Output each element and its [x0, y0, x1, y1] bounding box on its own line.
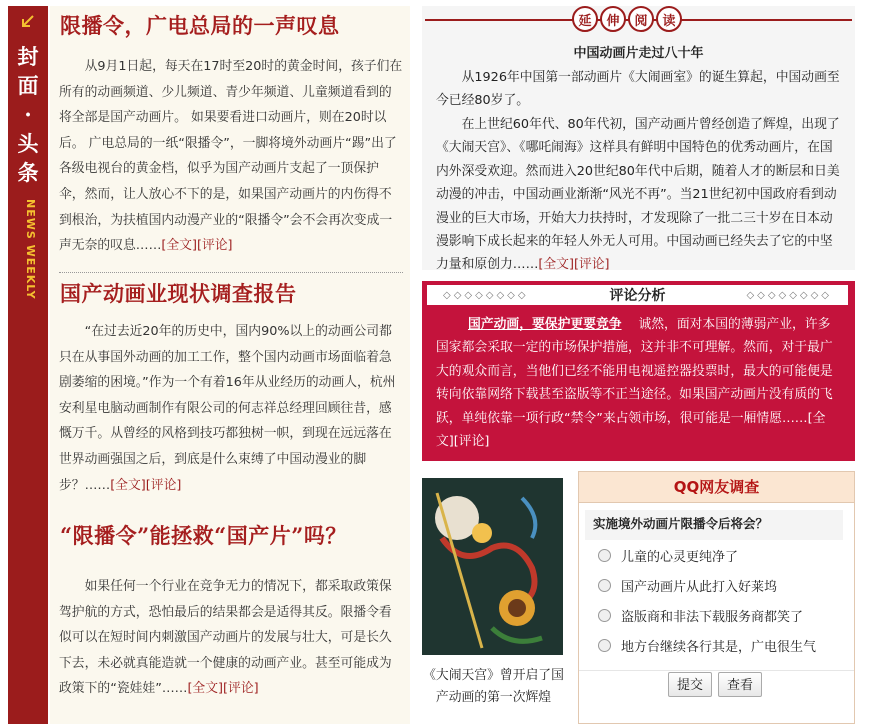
- survey-option[interactable]: 儿童的心灵更纯净了: [598, 546, 738, 565]
- radio-button[interactable]: [598, 639, 611, 652]
- commentary-body: 国产动画，要保护更要竞争 诚然，面对本国的薄弱产业，许多国家都会采取一定的市场保护措施，这并非不可理解。然而，对于最广大的观众而言，当他们已经不能用电视遥控器投票时，最大的可能便是转向依靠网络下载甚至盗版等不正当途径。如果国产动画片没有质的飞跃，单纯依靠一项行政“禁令”来占领市场，很可能是一厢情愿……[全文][评论]: [436, 317, 833, 450]
- survey-button-bar: [579, 670, 854, 671]
- diamond-decoration: ◇◇◇◇◇◇◇◇: [746, 289, 832, 301]
- survey-option[interactable]: 地方台继续各行其是，广电很生气: [598, 636, 816, 655]
- article-3-comment-link[interactable]: [评论]: [223, 681, 259, 697]
- article-2-full-link[interactable]: [全文]: [110, 477, 146, 493]
- article-2-title[interactable]: 国产动画业现状调查报告: [60, 281, 297, 306]
- extended-para-1: 从1926年中国第一部动画片《大闹画室》的诞生算起，中国动画至今已经80岁了。: [436, 70, 840, 109]
- banner-cn-title: 封 面 · 头 条: [17, 44, 39, 185]
- commentary-panel: [422, 281, 855, 461]
- commentary-comment-link[interactable]: [评论]: [453, 434, 490, 450]
- extended-subtitle: 中国动画片走过八十年: [573, 46, 704, 61]
- heading-char: 伸: [600, 6, 626, 32]
- heading-char: 阅: [628, 6, 654, 32]
- article-2-body: “在过去近20年的历史中，国内90%以上的动画公司都只在从事国外动画的加工工作，整个国内动画市场面临着急剧萎缩的困境。”作为一个有着16年从业经历的动画人，杭州安利星电脑动画制作有限公司的何志祥总经理回顾往昔，感慨万千。从曾经的风格到技巧都独树一帜，到现在远远落在世界动画强国之后，到底是什么束缚了中国动漫业的脚步？……[全文][评论]: [59, 324, 396, 493]
- extended-para-2: 在上世纪60年代、80年代初，国产动画片曾经创造了辉煌，出现了《大闹天宫》、《哪吒闹海》这样具有鲜明中国特色的优秀动画片，在国内外深受欢迎。然而进入20世纪80年代中后期，随着人才的断层和日美动漫的冲击，中国动画业渐渐“风光不再”。当21世纪初中国政府看到动漫业的巨大市场，开始大力扶持时，才发现除了一批二三十岁在日本动漫影响下成长起来的年轻人外无人可用。中国动画已经失去了它的中坚力量和原创力……[全文][评论]: [436, 117, 840, 273]
- havoc-in-heaven-image[interactable]: [422, 478, 563, 655]
- article-3-full-link[interactable]: [全文]: [187, 681, 224, 697]
- commentary-title: 评论分析: [609, 288, 666, 304]
- commentary-full-link[interactable]: [全文]: [436, 410, 826, 450]
- illustration: [422, 478, 563, 655]
- radio-button[interactable]: [598, 549, 611, 562]
- view-results-button[interactable]: 查看: [718, 672, 762, 697]
- arrow-down-left-icon: [21, 14, 35, 28]
- banner-en-title: NEWS WEEKLY: [24, 199, 37, 300]
- radio-button[interactable]: [598, 579, 611, 592]
- qq-survey: [578, 471, 855, 724]
- article-1-body: 从9月1日起，每天在17时至20时的黄金时间，孩子们在所有的动画频道、少儿频道、青少年频道、儿童频道看到的将全部是国产动画片。 如果要看进口动画片，则在20时以后。 广电总局的一纸“限播令”，一脚将境外动画片“踢”出了各级电视台的黄金档，似乎为国产动画片支起了一顶保护伞，然而，让人放心不下的是，如果国产动画片的内伤得不到根治，为扶植国内动漫产业的“限播令”会不会再次变成一声无奈的叹息……[全文][评论]: [59, 59, 403, 254]
- extended-reading-heading: [571, 6, 683, 32]
- main-articles: [50, 6, 410, 724]
- survey-title: QQ网友调查: [579, 472, 854, 503]
- divider: [59, 272, 403, 273]
- survey-option[interactable]: 盗版商和非法下载服务商都笑了: [598, 606, 803, 625]
- photo-caption: 《大闹天宫》曾开启了国产动画的第一次辉煌: [423, 668, 564, 705]
- article-2-comment-link[interactable]: [评论]: [145, 477, 182, 493]
- radio-button[interactable]: [598, 609, 611, 622]
- diamond-decoration: ◇◇◇◇◇◇◇◇: [443, 289, 529, 301]
- commentary-header: [426, 284, 849, 306]
- article-1-title[interactable]: 限播令，广电总局的一声叹息: [60, 13, 340, 38]
- survey-question: 实施境外动画片限播令后将会？: [585, 510, 843, 540]
- article-3-title[interactable]: “限播令”能拯救“国产片”吗？: [60, 523, 347, 548]
- article-1-comment-link[interactable]: [评论]: [196, 238, 233, 254]
- survey-option[interactable]: 国产动画片从此打入好莱坞: [598, 576, 777, 595]
- article-3-body: 如果任何一个行业在竞争无力的情况下，都采取政策保驾护航的方式，恐怕最后的结果都会是适得其反。限播令看似可以在短时间内刺激国产动画片的发展与壮大，可是长久下去，未必就真能造就一个健康的动画产业。甚至可能成为政策下的“瓷娃娃”……[全文][评论]: [59, 579, 392, 697]
- heading-char: 延: [572, 6, 598, 32]
- submit-button[interactable]: 提交: [668, 672, 712, 697]
- extended-full-link[interactable]: [全文]: [538, 257, 574, 273]
- extended-comment-link[interactable]: [评论]: [573, 257, 610, 273]
- article-1-full-link[interactable]: [全文]: [161, 238, 197, 254]
- heading-char: 读: [656, 6, 682, 32]
- commentary-lead[interactable]: 国产动画，要保护更要竞争: [468, 317, 622, 332]
- section-banner: [8, 6, 48, 724]
- extended-reading-panel: [422, 6, 855, 273]
